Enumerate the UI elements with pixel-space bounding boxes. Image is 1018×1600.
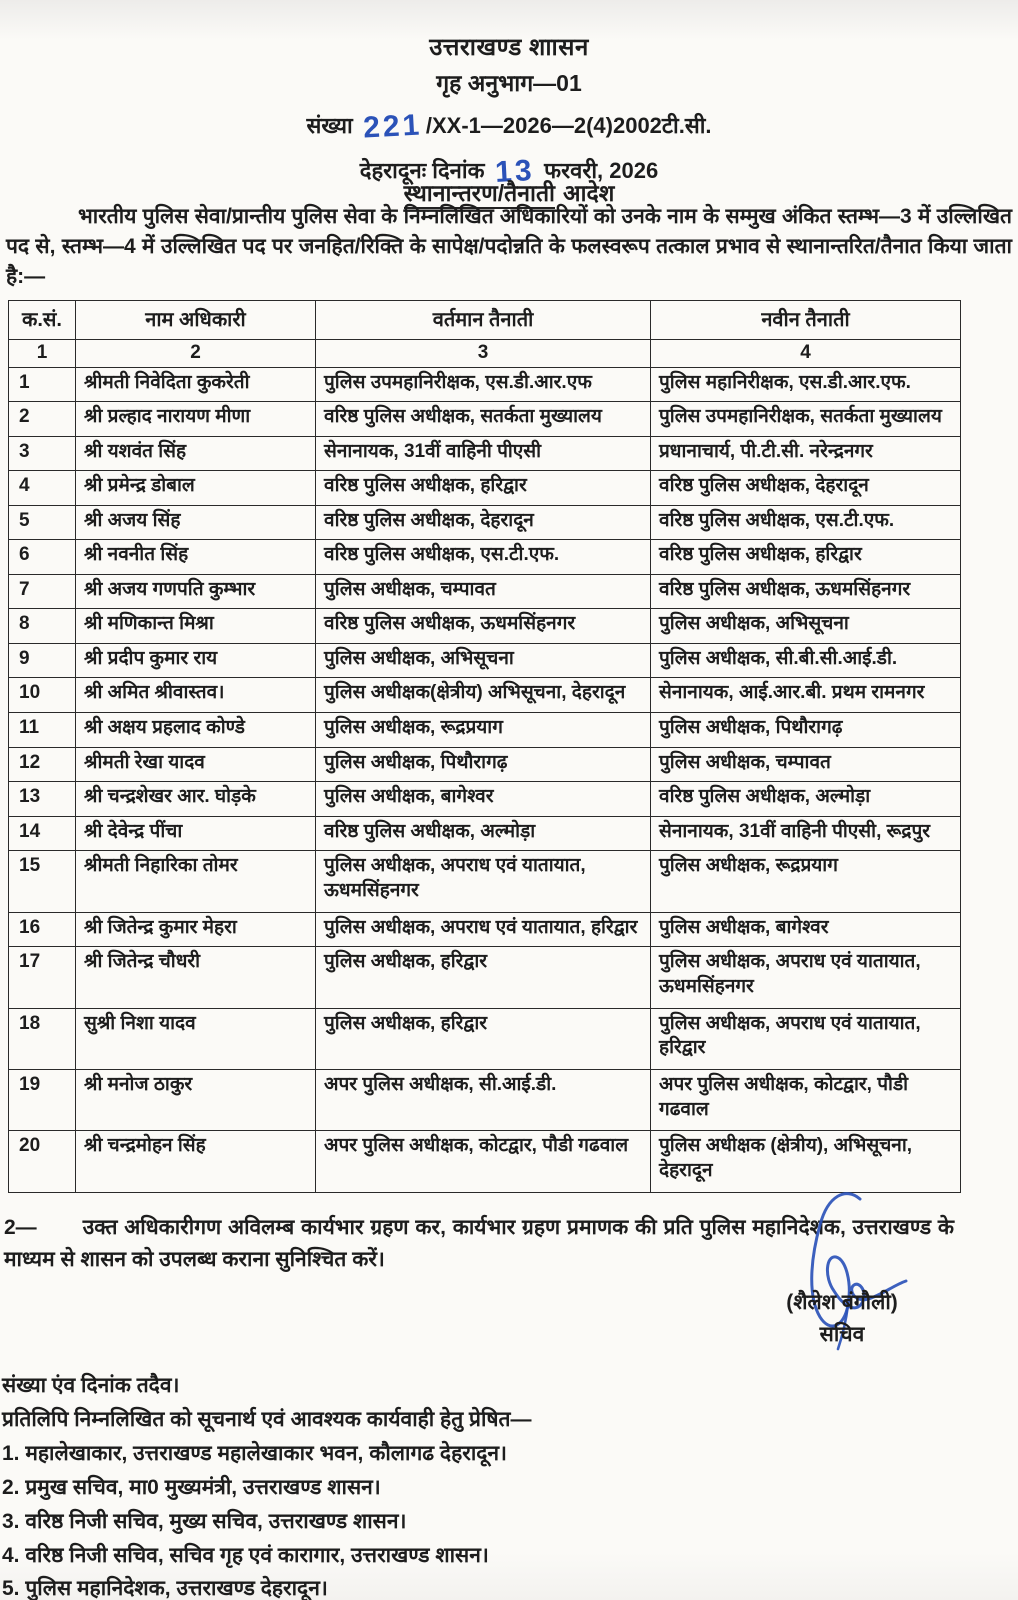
cell-current-posting: वरिष्ठ पुलिस अधीक्षक, सतर्कता मुख्यालय [316, 402, 651, 437]
cell-current-posting: पुलिस अधीक्षक, हरिद्वार [316, 1008, 651, 1069]
cell-officer-name: श्री प्रमेन्द्र डोबाल [76, 471, 316, 506]
cell-new-posting: सेनानायक, आई.आर.बी. प्रथम रामनगर [651, 678, 961, 713]
cell-new-posting: अपर पुलिस अधीक्षक, कोटद्वार, पौडी गढवाल [651, 1069, 961, 1130]
table-row [9, 678, 961, 713]
col-number-2: 2 [76, 340, 316, 368]
cell-sn: 1 [9, 367, 76, 402]
cell-sn: 12 [9, 747, 76, 782]
table-row [9, 782, 961, 817]
cell-current-posting: पुलिस अधीक्षक, अपराध एवं यातायात, ऊधमसिंहनगर [316, 851, 651, 912]
col-number-4: 4 [651, 340, 961, 368]
endorsement-copy-line: प्रतिलिपि निम्नलिखित को सूचनार्थ एवं आवश्यक कार्यवाही हेतु प्रेषित— [2, 1407, 532, 1431]
cell-new-posting: पुलिस अधीक्षक, अपराध एवं यातायात, ऊधमसिंहनगर [651, 947, 961, 1008]
cell-officer-name: सुश्री निशा यादव [76, 1008, 316, 1069]
cell-sn: 17 [9, 947, 76, 1008]
cell-officer-name: श्री प्रदीप कुमार राय [76, 643, 316, 678]
cell-current-posting: पुलिस अधीक्षक, बागेश्वर [316, 782, 651, 817]
order-number-rest: /XX-1—2026—2(4)2002टी.सी. [425, 112, 712, 138]
table-row [9, 367, 961, 402]
col-header-name: नाम अधिकारी [76, 301, 316, 340]
table-row [9, 816, 961, 851]
cell-new-posting: पुलिस उपमहानिरीक्षक, सतर्कता मुख्यालय [651, 402, 961, 437]
cell-sn: 2 [9, 402, 76, 437]
cell-officer-name: श्री चन्द्रशेखर आर. घोड़के [76, 782, 316, 817]
cell-new-posting: वरिष्ठ पुलिस अधीक्षक, ऊधमसिंहनगर [651, 574, 961, 609]
table-row [9, 912, 961, 947]
cell-new-posting: वरिष्ठ पुलिस अधीक्षक, देहरादून [651, 471, 961, 506]
cell-new-posting: पुलिस अधीक्षक, सी.बी.सी.आई.डी. [651, 643, 961, 678]
col-header-current-posting: वर्तमान तैनाती [316, 301, 651, 340]
place-date-label: देहरादूनः दिनांक [359, 157, 485, 183]
cell-officer-name: श्रीमती निवेदिता कुकरेती [76, 367, 316, 402]
cell-officer-name: श्री जितेन्द्र चौधरी [76, 947, 316, 1008]
directive-paragraph-text: उक्त अधिकारीगण अविलम्ब कार्यभार ग्रहण कर, कार्यभार ग्रहण प्रमाणक की प्रति पुलिस महानिदेशक, उत्तराखण्ड के माध्यम से शासन को उपलब्ध कराना सुनिश्चित करें। [4, 1216, 954, 1271]
cell-new-posting: वरिष्ठ पुलिस अधीक्षक, अल्मोड़ा [651, 782, 961, 817]
cell-officer-name: श्री चन्द्रमोहन सिंह [76, 1131, 316, 1193]
table-row [9, 436, 961, 471]
cell-officer-name: श्री जितेन्द्र कुमार मेहरा [76, 912, 316, 947]
cell-sn: 9 [9, 643, 76, 678]
cell-new-posting: पुलिस अधीक्षक, बागेश्वर [651, 912, 961, 947]
cell-new-posting: प्रधानाचार्य, पी.टी.सी. नरेन्द्रनगर [651, 436, 961, 471]
department-section: गृह अनुभाग—01 [436, 70, 582, 96]
copy-to-item: 3. वरिष्ठ निजी सचिव, मुख्य सचिव, उत्तराखण्ड शासन। [2, 1509, 407, 1533]
table-row [9, 505, 961, 540]
copy-to-item: 1. महालेखाकार, उत्तराखण्ड महालेखाकार भवन, कौलागढ देहरादून। [2, 1441, 508, 1465]
cell-sn: 5 [9, 505, 76, 540]
table-header-row [9, 301, 961, 340]
cell-officer-name: श्रीमती रेखा यादव [76, 747, 316, 782]
cell-current-posting: सेनानायक, 31वीं वाहिनी पीएसी [316, 436, 651, 471]
cell-current-posting: पुलिस अधीक्षक, अपराध एवं यातायात, हरिद्वार [316, 912, 651, 947]
cell-sn: 13 [9, 782, 76, 817]
cell-new-posting: पुलिस अधीक्षक, पिथौरागढ़ [651, 713, 961, 748]
transfer-table [8, 300, 961, 1193]
cell-sn: 6 [9, 540, 76, 575]
cell-current-posting: पुलिस उपमहानिरीक्षक, एस.डी.आर.एफ [316, 367, 651, 402]
intro-paragraph: भारतीय पुलिस सेवा/प्रान्तीय पुलिस सेवा के निम्नलिखित अधिकारियों को उनके नाम के सम्मुख अंकित स्तम्भ—3 में उल्लिखित पद से, स्तम्भ—4 में उल्लिखित पद पर जनहित/रिक्ति के सापेक्ष/पदोन्नति के फलस्वरूप तत्काल प्रभाव से स्थानान्तरित/तैनात किया जाता है:— [6, 205, 1012, 288]
cell-officer-name: श्रीमती निहारिका तोमर [76, 851, 316, 912]
directive-paragraph-number: 2— [4, 1216, 37, 1239]
cell-current-posting: वरिष्ठ पुलिस अधीक्षक, हरिद्वार [316, 471, 651, 506]
cell-sn: 4 [9, 471, 76, 506]
cell-current-posting: अपर पुलिस अधीक्षक, कोटद्वार, पौडी गढवाल [316, 1131, 651, 1193]
col-header-new-posting: नवीन तैनाती [651, 301, 961, 340]
endorsement-number-line: संख्या एंव दिनांक तदैव। [2, 1374, 180, 1397]
cell-sn: 15 [9, 851, 76, 912]
cell-new-posting: पुलिस अधीक्षक (क्षेत्रीय), अभिसूचना, देहरादून [651, 1131, 961, 1193]
cell-sn: 10 [9, 678, 76, 713]
cell-officer-name: श्री नवनीत सिंह [76, 540, 316, 575]
cell-new-posting: वरिष्ठ पुलिस अधीक्षक, हरिद्वार [651, 540, 961, 575]
directive-paragraph [4, 1212, 954, 1275]
cell-current-posting: वरिष्ठ पुलिस अधीक्षक, ऊधमसिंहनगर [316, 609, 651, 644]
cell-officer-name: श्री मनोज ठाकुर [76, 1069, 316, 1130]
copy-to-item: 4. वरिष्ठ निजी सचिव, सचिव गृह एवं कारागार, उत्तराखण्ड शासन। [2, 1543, 489, 1567]
cell-officer-name: श्री मणिकान्त मिश्रा [76, 609, 316, 644]
order-title-underlined: स्थानान्तरण/तैनाती [404, 180, 555, 209]
table-row [9, 471, 961, 506]
cell-new-posting: सेनानायक, 31वीं वाहिनी पीएसी, रूद्रपुर [651, 816, 961, 851]
table-row [9, 402, 961, 437]
cell-current-posting: पुलिस अधीक्षक, अभिसूचना [316, 643, 651, 678]
order-number-label: संख्या [306, 112, 353, 138]
signatory-designation: सचिव [819, 1323, 865, 1346]
cell-new-posting: पुलिस अधीक्षक, अपराध एवं यातायात, हरिद्वार [651, 1008, 961, 1069]
cell-officer-name: श्री प्रल्हाद नारायण मीणा [76, 402, 316, 437]
cell-officer-name: श्री अजय गणपति कुम्भार [76, 574, 316, 609]
cell-officer-name: श्री अक्षय प्रहलाद कोण्डे [76, 713, 316, 748]
cell-new-posting: पुलिस अधीक्षक, अभिसूचना [651, 609, 961, 644]
copy-to-list [2, 1438, 962, 1600]
cell-new-posting: पुलिस महानिरीक्षक, एस.डी.आर.एफ. [651, 367, 961, 402]
table-body [9, 367, 961, 1192]
cell-current-posting: पुलिस अधीक्षक(क्षेत्रीय) अभिसूचना, देहरादून [316, 678, 651, 713]
organization-name: उत्तराखण्ड शाासन [429, 34, 589, 61]
cell-sn: 18 [9, 1008, 76, 1069]
cell-officer-name: श्री देवेन्द्र पींचा [76, 816, 316, 851]
cell-new-posting: पुलिस अधीक्षक, चम्पावत [651, 747, 961, 782]
cell-sn: 11 [9, 713, 76, 748]
table-row [9, 947, 961, 1008]
cell-officer-name: श्री अजय सिंह [76, 505, 316, 540]
cell-current-posting: वरिष्ठ पुलिस अधीक्षक, देहरादून [316, 505, 651, 540]
col-number-1: 1 [9, 340, 76, 368]
signatory-name: (शैलेश बंगौली) [786, 1291, 898, 1314]
cell-current-posting: अपर पुलिस अधीक्षक, सी.आई.डी. [316, 1069, 651, 1130]
copy-to-item: 2. प्रमुख सचिव, मा0 मुख्यमंत्री, उत्तराखण्ड शासन। [2, 1475, 381, 1499]
table-row [9, 851, 961, 912]
table-row [9, 1008, 961, 1069]
cell-current-posting: पुलिस अधीक्षक, रूद्रप्रयाग [316, 713, 651, 748]
col-header-sn: क.सं. [9, 301, 76, 340]
cell-sn: 20 [9, 1131, 76, 1193]
order-number-handwritten: 221 [362, 107, 423, 145]
cell-sn: 14 [9, 816, 76, 851]
cell-new-posting: पुलिस अधीक्षक, रूद्रप्रयाग [651, 851, 961, 912]
cell-new-posting: वरिष्ठ पुलिस अधीक्षक, एस.टी.एफ. [651, 505, 961, 540]
cell-current-posting: पुलिस अधीक्षक, हरिद्वार [316, 947, 651, 1008]
cell-current-posting: वरिष्ठ पुलिस अधीक्षक, एस.टी.एफ. [316, 540, 651, 575]
table-row [9, 713, 961, 748]
table-row [9, 540, 961, 575]
transfer-table-wrap [8, 300, 960, 1195]
table-row [9, 747, 961, 782]
cell-sn: 8 [9, 609, 76, 644]
cell-sn: 3 [9, 436, 76, 471]
cell-sn: 16 [9, 912, 76, 947]
cell-current-posting: वरिष्ठ पुलिस अधीक्षक, अल्मोड़ा [316, 816, 651, 851]
table-row [9, 1069, 961, 1130]
table-row [9, 574, 961, 609]
table-row [9, 643, 961, 678]
copy-to-item: 5. पुलिस महानिदेशक, उत्तराखण्ड देहरादून। [2, 1577, 328, 1600]
cell-officer-name: श्री यशवंत सिंह [76, 436, 316, 471]
col-number-3: 3 [316, 340, 651, 368]
cell-sn: 19 [9, 1069, 76, 1130]
order-title-rest: आदेश [563, 180, 615, 206]
date-rest: फरवरी, 2026 [544, 157, 659, 183]
cell-current-posting: पुलिस अधीक्षक, पिथौरागढ़ [316, 747, 651, 782]
order-number-line [0, 101, 1018, 146]
table-row [9, 1131, 961, 1193]
letterhead [0, 30, 1018, 191]
cell-sn: 7 [9, 574, 76, 609]
table-row [9, 609, 961, 644]
column-number-row [9, 340, 961, 368]
date-handwritten: 13 [493, 153, 535, 189]
cell-officer-name: श्री अमित श्रीवास्तव। [76, 678, 316, 713]
endorsement-block [2, 1370, 962, 1600]
cell-current-posting: पुलिस अधीक्षक, चम्पावत [316, 574, 651, 609]
